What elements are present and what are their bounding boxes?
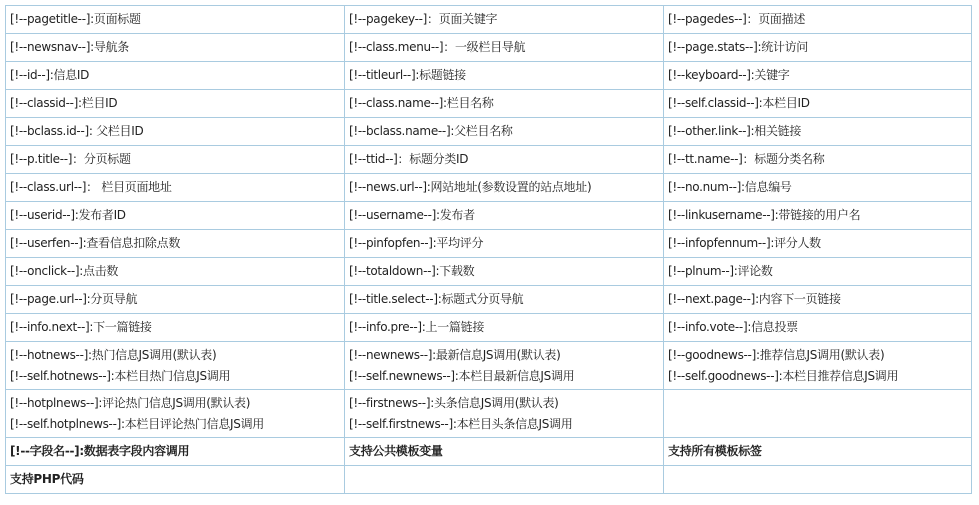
table-row <box>6 118 972 146</box>
table-row-footer <box>6 438 972 466</box>
table-cell: [!--title.select--]:标题式分页导航 <box>345 286 664 314</box>
table-cell: [!--info.pre--]:上一篇链接 <box>345 314 664 342</box>
table-row <box>6 258 972 286</box>
table-cell: [!--infopfennum--]:评分人数 <box>664 230 972 258</box>
table-cell: [!--news.url--]:网站地址(参数设置的站点地址) <box>345 174 664 202</box>
table-row <box>6 34 972 62</box>
table-cell: [!--tt.name--]：标题分类名称 <box>664 146 972 174</box>
cell-line: [!--self.newnews--]:本栏目最新信息JS调用 <box>349 368 575 383</box>
table-cell: [!--self.classid--]:本栏目ID <box>664 90 972 118</box>
table-row <box>6 174 972 202</box>
table-cell: [!--classid--]:栏目ID <box>6 90 345 118</box>
table-body <box>6 6 972 494</box>
table-cell: [!--pinfopfen--]:平均评分 <box>345 230 664 258</box>
table-row-js <box>6 390 972 438</box>
table-row <box>6 90 972 118</box>
table-cell: [!--id--]:信息ID <box>6 62 345 90</box>
table-row <box>6 6 972 34</box>
table-cell: [!--pagedes--]：页面描述 <box>664 6 972 34</box>
table-cell <box>345 390 664 438</box>
table-cell: [!--other.link--]:相关链接 <box>664 118 972 146</box>
table-cell: [!--page.url--]:分页导航 <box>6 286 345 314</box>
all-tags-note: 支持所有模板标签 <box>664 438 972 466</box>
cell-line: [!--hotnews--]:热门信息JS调用(默认表) <box>10 347 217 362</box>
table-cell: [!--userfen--]:查看信息扣除点数 <box>6 230 345 258</box>
table-row <box>6 314 972 342</box>
table-row <box>6 62 972 90</box>
table-cell: [!--totaldown--]:下载数 <box>345 258 664 286</box>
table-cell: [!--keyboard--]:关键字 <box>664 62 972 90</box>
table-cell <box>345 342 664 390</box>
table-cell: [!--bclass.name--]:父栏目名称 <box>345 118 664 146</box>
table-cell: [!--plnum--]:评论数 <box>664 258 972 286</box>
table-cell: [!--pagetitle--]:页面标题 <box>6 6 345 34</box>
table-cell: [!--info.next--]:下一篇链接 <box>6 314 345 342</box>
cell-line: [!--goodnews--]:推荐信息JS调用(默认表) <box>668 347 885 362</box>
table-cell: [!--bclass.id--]: 父栏目ID <box>6 118 345 146</box>
table-row <box>6 230 972 258</box>
cell-line: [!--self.firstnews--]:本栏目头条信息JS调用 <box>349 416 573 431</box>
table-row <box>6 286 972 314</box>
table-row-footer <box>6 466 972 494</box>
table-cell: [!--ttid--]：标题分类ID <box>345 146 664 174</box>
table-cell: [!--page.stats--]:统计访问 <box>664 34 972 62</box>
php-support-note: 支持PHP代码 <box>6 466 345 494</box>
field-call-note: [!--字段名--]:数据表字段内容调用 <box>6 438 345 466</box>
table-row-js <box>6 342 972 390</box>
table-cell: [!--p.title--]：分页标题 <box>6 146 345 174</box>
cell-line: [!--hotplnews--]:评论热门信息JS调用(默认表) <box>10 395 251 410</box>
table-cell: [!--no.num--]:信息编号 <box>664 174 972 202</box>
table-cell: [!--titleurl--]:标题链接 <box>345 62 664 90</box>
table-row <box>6 202 972 230</box>
table-cell: [!--pagekey--]：页面关键字 <box>345 6 664 34</box>
table-cell: [!--next.page--]:内容下一页链接 <box>664 286 972 314</box>
template-variable-table <box>5 5 972 494</box>
empty-cell <box>345 466 664 494</box>
table-row <box>6 146 972 174</box>
public-vars-note: 支持公共模板变量 <box>345 438 664 466</box>
table-cell: [!--class.name--]:栏目名称 <box>345 90 664 118</box>
cell-line: [!--newnews--]:最新信息JS调用(默认表) <box>349 347 561 362</box>
table-cell <box>6 390 345 438</box>
table-cell: [!--linkusername--]:带链接的用户名 <box>664 202 972 230</box>
table-cell: [!--userid--]:发布者ID <box>6 202 345 230</box>
table-cell: [!--username--]:发布者 <box>345 202 664 230</box>
table-cell: [!--newsnav--]:导航条 <box>6 34 345 62</box>
table-cell: [!--onclick--]:点击数 <box>6 258 345 286</box>
empty-cell <box>664 466 972 494</box>
cell-line: [!--self.goodnews--]:本栏目推荐信息JS调用 <box>668 368 899 383</box>
cell-line: [!--self.hotnews--]:本栏目热门信息JS调用 <box>10 368 231 383</box>
table-cell: [!--class.menu--]：一级栏目导航 <box>345 34 664 62</box>
table-cell: [!--class.url--]： 栏目页面地址 <box>6 174 345 202</box>
table-cell <box>664 342 972 390</box>
table-cell: [!--info.vote--]:信息投票 <box>664 314 972 342</box>
cell-line: [!--self.hotplnews--]:本栏目评论热门信息JS调用 <box>10 416 264 431</box>
cell-line: [!--firstnews--]:头条信息JS调用(默认表) <box>349 395 559 410</box>
table-cell <box>6 342 345 390</box>
empty-cell <box>664 390 972 438</box>
